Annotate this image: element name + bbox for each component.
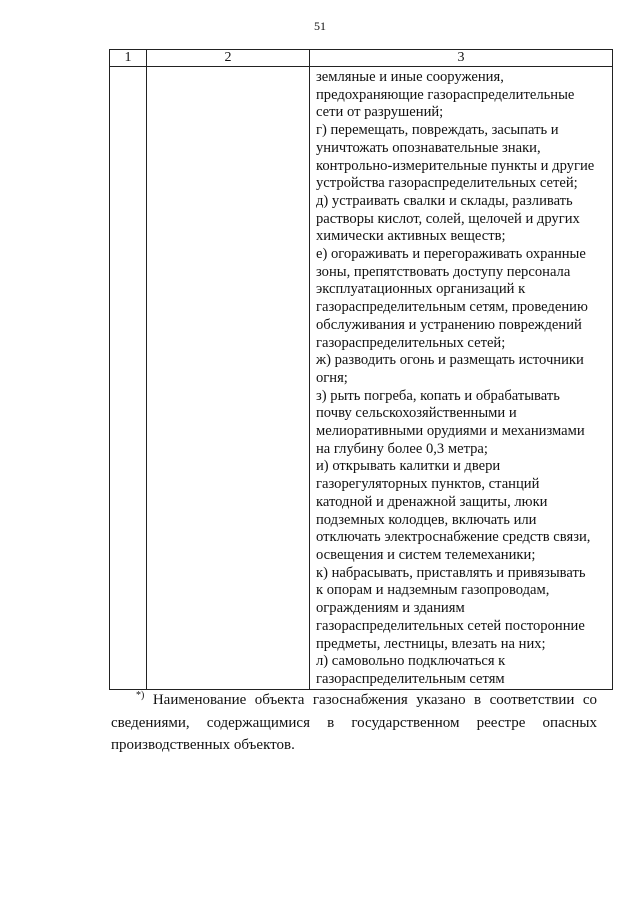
text-line: газораспределительных сетей посторонние bbox=[316, 617, 585, 634]
text-line: почву сельскохозяйственными и bbox=[316, 405, 517, 422]
text-line: катодной и дренажной защиты, люки bbox=[316, 493, 548, 510]
text-line: растворы кислот, солей, щелочей и других bbox=[316, 210, 580, 227]
text-line: контрольно-измерительные пункты и другие bbox=[316, 157, 595, 174]
text-line: л) самовольно подключаться к bbox=[316, 653, 506, 670]
table-cell-col1 bbox=[110, 67, 147, 690]
text-line: зоны, препятствовать доступу персонала bbox=[316, 263, 571, 280]
text-line: д) устраивать свалки и склады, разливать bbox=[316, 192, 573, 209]
text-line: к опорам и надземным газопроводам, bbox=[316, 582, 550, 599]
footnote-line: производственных объектов. bbox=[111, 737, 295, 753]
footnote bbox=[111, 689, 597, 757]
text-line: газораспределительных сетей; bbox=[316, 334, 506, 351]
text-line: газораспределительным сетям bbox=[316, 670, 505, 687]
text-line: з) рыть погреба, копать и обрабатывать bbox=[316, 387, 560, 404]
text-line: и) открывать калитки и двери bbox=[316, 458, 501, 475]
prohibitions-list bbox=[310, 67, 612, 689]
column-header-3: 3 bbox=[310, 50, 613, 67]
text-line: газораспределительным сетям, проведению bbox=[316, 299, 588, 316]
text-line: устройства газораспределительных сетей; bbox=[316, 175, 578, 192]
footnote-line: сведениями, содержащимися в государственном реестре опасных bbox=[111, 714, 597, 731]
document-table bbox=[109, 49, 613, 690]
column-header-2: 2 bbox=[147, 50, 310, 67]
text-line: эксплуатационных организаций к bbox=[316, 281, 526, 298]
column-header-1: 1 bbox=[110, 50, 147, 67]
footnote-line-text: Наименование объекта газоснабжения указано в соответствии со bbox=[152, 692, 597, 708]
text-line: сети от разрушений; bbox=[316, 104, 444, 121]
text-line: на глубину более 0,3 метра; bbox=[316, 440, 488, 457]
text-line: предохраняющие газораспределительные bbox=[316, 86, 575, 103]
table-row bbox=[110, 67, 613, 690]
text-line: е) огораживать и перегораживать охранные bbox=[316, 246, 586, 263]
table-cell-col3 bbox=[310, 67, 613, 690]
table-header-row bbox=[110, 50, 613, 67]
text-line: уничтожать опознавательные знаки, bbox=[316, 139, 541, 156]
text-line: отключать электроснабжение средств связи, bbox=[316, 529, 591, 546]
text-line: подземных колодцев, включать или bbox=[316, 511, 537, 528]
text-line: ограждениям и зданиям bbox=[316, 600, 465, 617]
footnote-mark: *) bbox=[136, 690, 145, 701]
text-line: химически активных веществ; bbox=[316, 228, 506, 245]
text-line: к) набрасывать, приставлять и привязывать bbox=[316, 564, 586, 581]
text-line: газорегуляторных пунктов, станций bbox=[316, 476, 540, 493]
text-line: огня; bbox=[316, 369, 348, 386]
text-line: предметы, лестницы, влезать на них; bbox=[316, 635, 546, 652]
text-line: г) перемещать, повреждать, засыпать и bbox=[316, 122, 559, 139]
text-line: освещения и систем телемеханики; bbox=[316, 546, 536, 563]
table-cell-col2 bbox=[147, 67, 310, 690]
text-line: земляные и иные сооружения, bbox=[316, 69, 504, 85]
page-number: 51 bbox=[314, 19, 326, 33]
text-line: ж) разводить огонь и размещать источники bbox=[316, 352, 584, 369]
text-line: обслуживания и устранению повреждений bbox=[316, 316, 582, 333]
footnote-line bbox=[111, 689, 597, 712]
text-line: мелиоративными орудиями и механизмами bbox=[316, 423, 585, 440]
